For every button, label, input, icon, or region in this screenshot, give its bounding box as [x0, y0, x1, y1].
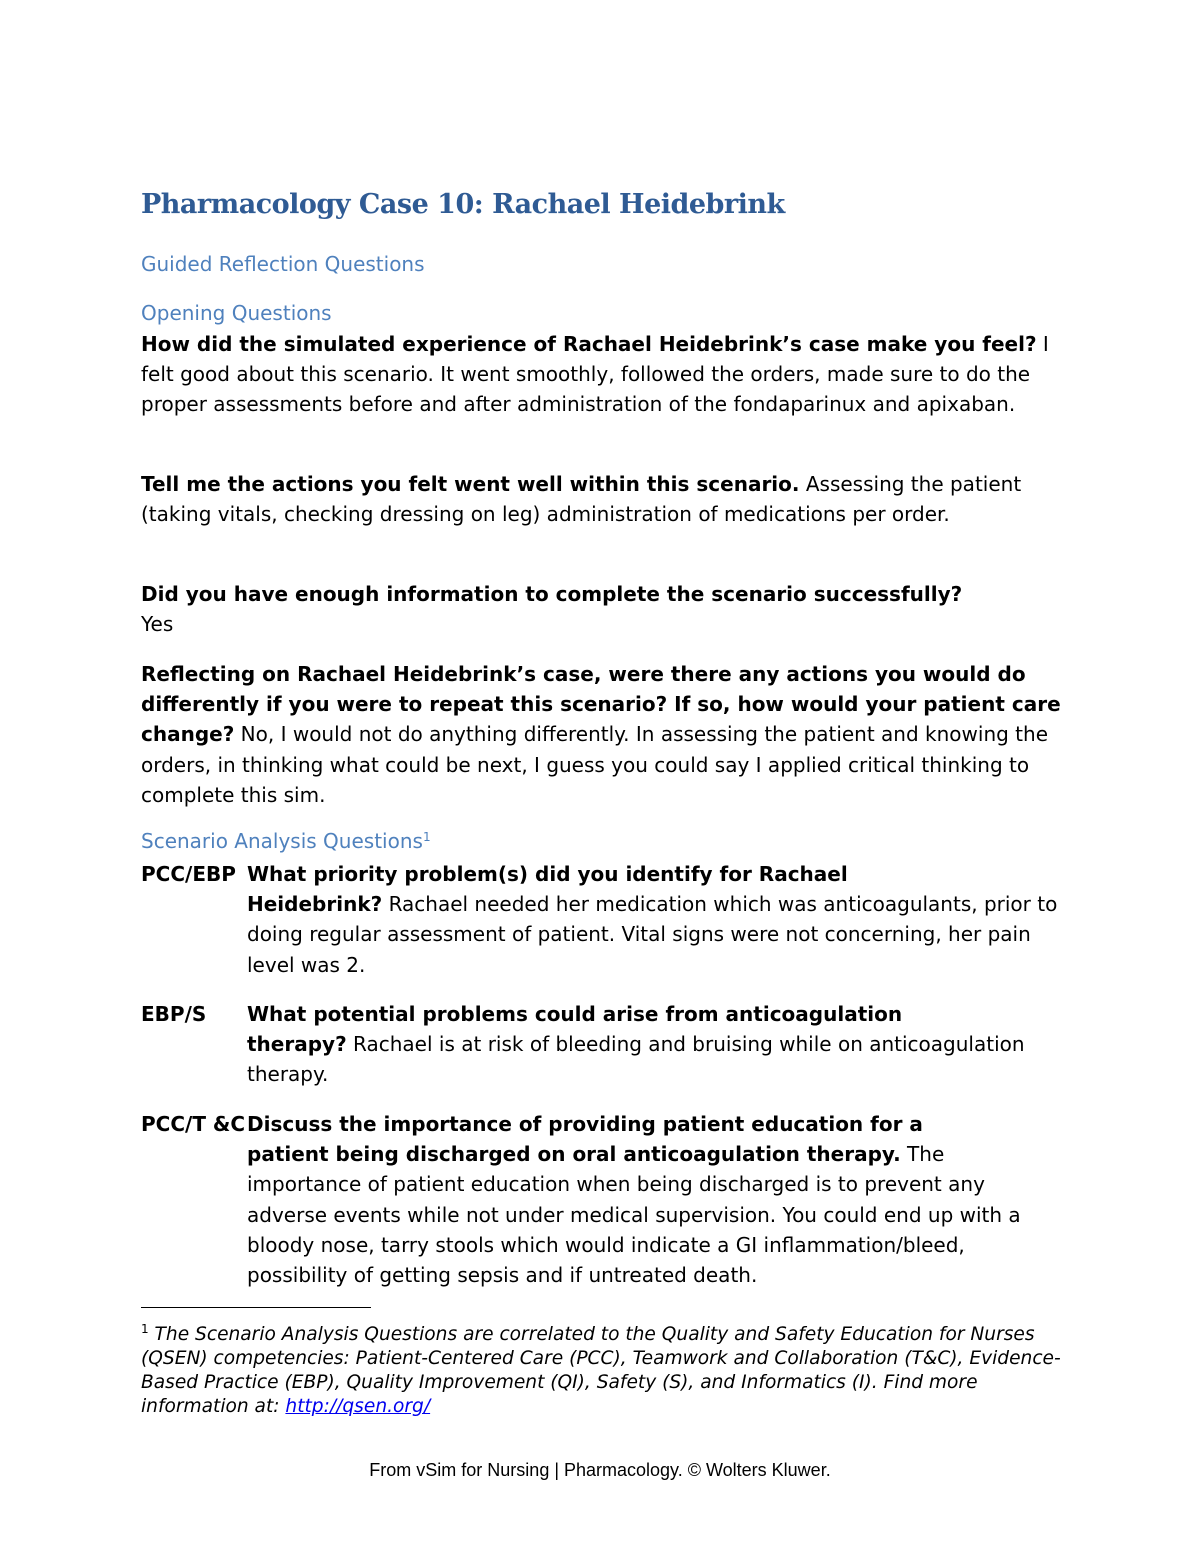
- qsen-link[interactable]: http://qsen.org/: [285, 1396, 431, 1417]
- question-text: How did the simulated experience of Rachael Heidebrink’s case make you feel?: [141, 332, 1037, 356]
- answer-text: Assessing the patient (taking vitals, checking dressing on leg) administration of medications per order.: [141, 472, 1022, 527]
- question-rest: patient being discharged on oral anticoagulation therapy.: [247, 1142, 901, 1167]
- question-text: Did you have enough information to complete the scenario successfully?: [141, 582, 963, 606]
- answer-text: I felt good about this scenario. It went smoothly, followed the orders, made sure to do the proper assessments before and after administration of the fondaparinux and apixaban.: [141, 332, 1049, 417]
- question-text: Tell me the actions you felt went well within this scenario.: [141, 472, 800, 496]
- analysis-question-ebp-s: [141, 999, 1061, 1090]
- footnote: [141, 1317, 1071, 1419]
- answer-text: The importance of patient education when being discharged is to prevent any adverse events while not under medical supervision. You could end up with a bloody nose, tarry stools which would indicate a GI inflammation/bleed, possibility of getting sepsis and if untreated death.: [247, 1142, 1021, 1288]
- opening-question-3: [141, 579, 1061, 639]
- scenario-analysis-heading-text: Scenario Analysis Questions: [141, 829, 423, 853]
- answer-text: Yes: [141, 612, 174, 637]
- page-title: Pharmacology Case 10: Rachael Heidebrink: [141, 189, 785, 220]
- question-rest: Heidebrink?: [247, 892, 383, 917]
- question-text: Reflecting on Rachael Heidebrink’s case, were there any actions you would do differently if you were to repeat this scenario? If so, how would your patient care change?: [141, 662, 1061, 747]
- footnote-mark: 1: [141, 1322, 149, 1336]
- footnote-reference: 1: [422, 830, 431, 844]
- analysis-question-pcc-tc: [141, 1109, 1061, 1290]
- opening-question-4: [141, 659, 1061, 810]
- question-rest: therapy?: [247, 1032, 347, 1057]
- scenario-analysis-heading: [141, 829, 431, 853]
- competency-code: PCC/T &C: [141, 1112, 246, 1136]
- footnote-separator: [141, 1307, 371, 1308]
- page-footer: From vSim for Nursing | Pharmacology. © Wolters Kluwer.: [369, 1460, 831, 1480]
- footnote-text: The Scenario Analysis Questions are correlated to the Quality and Safety Education for Nurses (QSEN) competencies: Patient-Centered Care (PCC), Teamwork and Collaboration (T&C), Evidence-Based Practice (EBP), Quality Improvement (QI), Safety (S), and Informatics (I). Find more information at:: [141, 1324, 1061, 1417]
- competency-code: EBP/S: [141, 1002, 207, 1026]
- analysis-question-pcc-ebp: [141, 859, 1061, 980]
- answer-text: No, I would not do anything differently. In assessing the patient and knowing the orders, in thinking what could be next, I guess you could say I applied critical thinking to complete this sim.: [141, 722, 1048, 807]
- answer-text: Rachael needed her medication which was anticoagulants, prior to doing regular assessment of patient. Vital signs were not concerning, her pain level was 2.: [247, 892, 1058, 977]
- section-heading: Guided Reflection Questions: [141, 252, 425, 276]
- opening-question-2: [141, 469, 1061, 529]
- opening-question-1: [141, 329, 1061, 420]
- question-line-1: What priority problem(s) did you identify for Rachael: [247, 862, 848, 886]
- opening-questions-heading: Opening Questions: [141, 301, 332, 325]
- competency-code: PCC/EBP: [141, 862, 236, 886]
- question-line-1: Discuss the importance of providing patient education for a: [247, 1112, 923, 1136]
- answer-text: Rachael is at risk of bleeding and bruising while on anticoagulation therapy.: [247, 1032, 1025, 1087]
- question-line-1: What potential problems could arise from anticoagulation: [247, 1002, 903, 1026]
